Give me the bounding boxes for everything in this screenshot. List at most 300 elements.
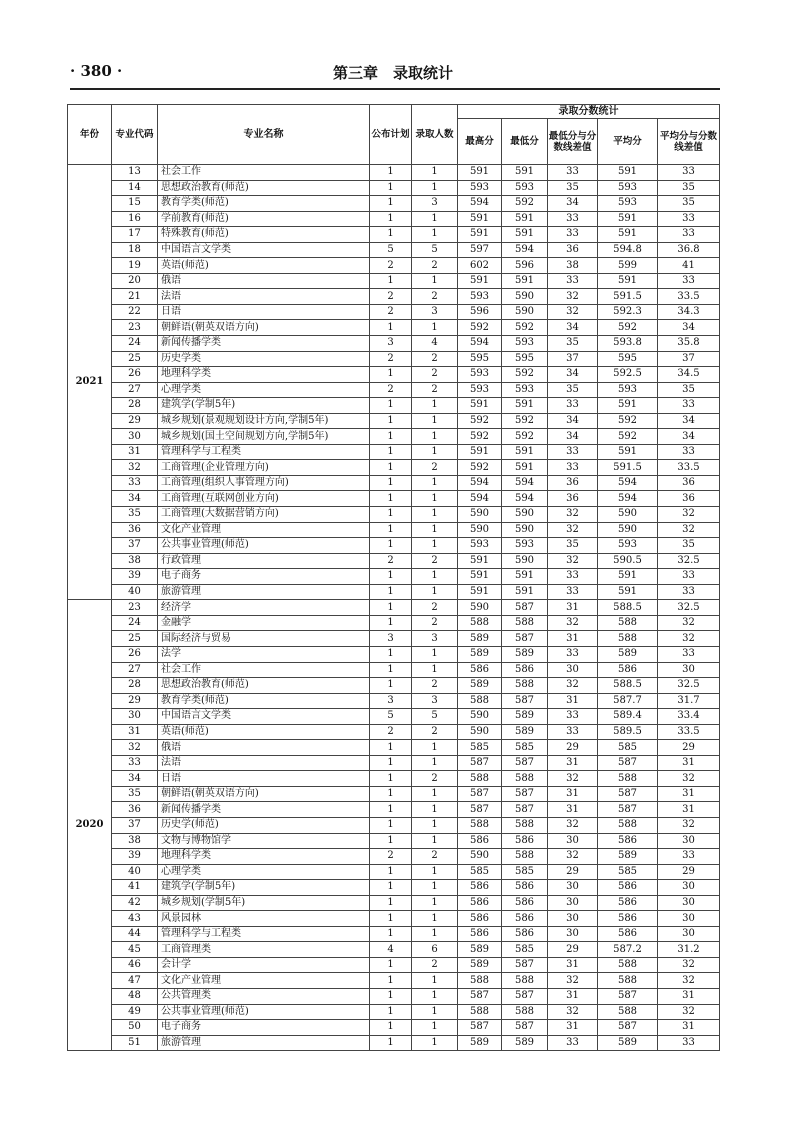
header-avg-diff: 平均分与分数线差值 <box>658 119 720 165</box>
table-row <box>68 600 720 616</box>
code-cell: 51 <box>112 1035 158 1051</box>
max-cell: 593 <box>458 382 502 398</box>
avg-cell: 588 <box>598 817 658 833</box>
name-cell: 风景园林 <box>158 911 370 927</box>
min-cell: 590 <box>502 304 548 320</box>
avg-diff-cell: 33.5 <box>658 460 720 476</box>
admitted-cell: 1 <box>412 911 458 927</box>
min-cell: 589 <box>502 709 548 725</box>
avg-diff-cell: 29 <box>658 740 720 756</box>
admitted-cell: 2 <box>412 724 458 740</box>
avg-diff-cell: 36 <box>658 491 720 507</box>
max-cell: 586 <box>458 926 502 942</box>
max-cell: 595 <box>458 351 502 367</box>
code-cell: 45 <box>112 942 158 958</box>
code-cell: 29 <box>112 693 158 709</box>
avg-diff-cell: 35 <box>658 382 720 398</box>
code-cell: 30 <box>112 709 158 725</box>
code-cell: 31 <box>112 724 158 740</box>
min-cell: 586 <box>502 911 548 927</box>
admitted-cell: 1 <box>412 1020 458 1036</box>
max-cell: 594 <box>458 196 502 212</box>
plan-cell: 3 <box>370 693 412 709</box>
min-diff-cell: 32 <box>548 507 598 523</box>
avg-cell: 599 <box>598 258 658 274</box>
code-cell: 25 <box>112 351 158 367</box>
min-diff-cell: 34 <box>548 429 598 445</box>
name-cell: 地理科学类 <box>158 367 370 383</box>
min-diff-cell: 33 <box>548 227 598 243</box>
min-cell: 585 <box>502 942 548 958</box>
avg-cell: 588 <box>598 1004 658 1020</box>
plan-cell: 2 <box>370 258 412 274</box>
plan-cell: 1 <box>370 444 412 460</box>
table-row <box>68 475 720 491</box>
avg-cell: 592.3 <box>598 304 658 320</box>
min-cell: 589 <box>502 1035 548 1051</box>
code-cell: 33 <box>112 475 158 491</box>
max-cell: 585 <box>458 864 502 880</box>
avg-cell: 588 <box>598 631 658 647</box>
table-row <box>68 942 720 958</box>
avg-diff-cell: 33 <box>658 646 720 662</box>
name-cell: 工商管理(组织人事管理方向) <box>158 475 370 491</box>
min-diff-cell: 31 <box>548 957 598 973</box>
table-row <box>68 242 720 258</box>
plan-cell: 1 <box>370 273 412 289</box>
name-cell: 中国语言文学类 <box>158 709 370 725</box>
min-diff-cell: 33 <box>548 273 598 289</box>
admitted-cell: 1 <box>412 491 458 507</box>
table-row <box>68 880 720 896</box>
min-diff-cell: 34 <box>548 196 598 212</box>
admitted-cell: 6 <box>412 942 458 958</box>
name-cell: 历史学(师范) <box>158 817 370 833</box>
name-cell: 日语 <box>158 304 370 320</box>
max-cell: 591 <box>458 165 502 181</box>
table-row <box>68 196 720 212</box>
admitted-cell: 1 <box>412 320 458 336</box>
plan-cell: 1 <box>370 413 412 429</box>
code-cell: 13 <box>112 165 158 181</box>
name-cell: 公共管理类 <box>158 988 370 1004</box>
name-cell: 中国语言文学类 <box>158 242 370 258</box>
avg-diff-cell: 29 <box>658 864 720 880</box>
plan-cell: 1 <box>370 538 412 554</box>
avg-cell: 594 <box>598 491 658 507</box>
code-cell: 36 <box>112 802 158 818</box>
max-cell: 590 <box>458 507 502 523</box>
avg-cell: 587.7 <box>598 693 658 709</box>
table-row <box>68 289 720 305</box>
min-diff-cell: 30 <box>548 926 598 942</box>
min-cell: 587 <box>502 631 548 647</box>
code-cell: 16 <box>112 211 158 227</box>
avg-diff-cell: 32 <box>658 1004 720 1020</box>
code-cell: 46 <box>112 957 158 973</box>
avg-diff-cell: 32.5 <box>658 600 720 616</box>
plan-cell: 1 <box>370 973 412 989</box>
min-diff-cell: 32 <box>548 615 598 631</box>
avg-cell: 593 <box>598 538 658 554</box>
name-cell: 国际经济与贸易 <box>158 631 370 647</box>
admitted-cell: 1 <box>412 211 458 227</box>
admitted-cell: 1 <box>412 522 458 538</box>
name-cell: 工商管理(互联网创业方向) <box>158 491 370 507</box>
avg-diff-cell: 33 <box>658 1035 720 1051</box>
avg-cell: 592 <box>598 413 658 429</box>
table-row <box>68 367 720 383</box>
name-cell: 法学 <box>158 646 370 662</box>
plan-cell: 1 <box>370 662 412 678</box>
name-cell: 教育学类(师范) <box>158 196 370 212</box>
plan-cell: 1 <box>370 180 412 196</box>
min-cell: 587 <box>502 693 548 709</box>
code-cell: 34 <box>112 491 158 507</box>
table-row <box>68 304 720 320</box>
min-diff-cell: 32 <box>548 289 598 305</box>
plan-cell: 1 <box>370 864 412 880</box>
admitted-cell: 1 <box>412 1004 458 1020</box>
min-cell: 591 <box>502 460 548 476</box>
avg-diff-cell: 37 <box>658 351 720 367</box>
table-row <box>68 678 720 694</box>
name-cell: 旅游管理 <box>158 1035 370 1051</box>
max-cell: 593 <box>458 367 502 383</box>
max-cell: 589 <box>458 631 502 647</box>
table-row <box>68 1004 720 1020</box>
avg-diff-cell: 30 <box>658 833 720 849</box>
avg-diff-cell: 30 <box>658 662 720 678</box>
name-cell: 会计学 <box>158 957 370 973</box>
admitted-cell: 1 <box>412 926 458 942</box>
avg-diff-cell: 31.7 <box>658 693 720 709</box>
admitted-cell: 2 <box>412 351 458 367</box>
plan-cell: 1 <box>370 227 412 243</box>
code-cell: 27 <box>112 662 158 678</box>
name-cell: 城乡规划(国土空间规划方向,学制5年) <box>158 429 370 445</box>
admitted-cell: 3 <box>412 693 458 709</box>
avg-diff-cell: 32 <box>658 817 720 833</box>
code-cell: 15 <box>112 196 158 212</box>
avg-diff-cell: 36.8 <box>658 242 720 258</box>
max-cell: 589 <box>458 678 502 694</box>
table-row <box>68 444 720 460</box>
avg-cell: 586 <box>598 895 658 911</box>
avg-diff-cell: 31.2 <box>658 942 720 958</box>
avg-cell: 589 <box>598 1035 658 1051</box>
avg-diff-cell: 36 <box>658 475 720 491</box>
plan-cell: 1 <box>370 165 412 181</box>
avg-cell: 589 <box>598 646 658 662</box>
avg-diff-cell: 33 <box>658 273 720 289</box>
min-cell: 588 <box>502 849 548 865</box>
table-row <box>68 615 720 631</box>
avg-cell: 585 <box>598 864 658 880</box>
min-cell: 591 <box>502 444 548 460</box>
max-cell: 592 <box>458 460 502 476</box>
code-cell: 40 <box>112 584 158 600</box>
max-cell: 587 <box>458 988 502 1004</box>
avg-diff-cell: 30 <box>658 926 720 942</box>
plan-cell: 2 <box>370 849 412 865</box>
min-cell: 589 <box>502 646 548 662</box>
table-row <box>68 786 720 802</box>
plan-cell: 2 <box>370 553 412 569</box>
max-cell: 588 <box>458 693 502 709</box>
avg-diff-cell: 33.5 <box>658 289 720 305</box>
admitted-cell: 2 <box>412 678 458 694</box>
max-cell: 591 <box>458 398 502 414</box>
header-max: 最高分 <box>458 119 502 165</box>
min-cell: 587 <box>502 755 548 771</box>
table-row <box>68 180 720 196</box>
plan-cell: 1 <box>370 926 412 942</box>
header-year: 年份 <box>68 105 112 165</box>
min-diff-cell: 29 <box>548 740 598 756</box>
plan-cell: 3 <box>370 631 412 647</box>
min-diff-cell: 29 <box>548 942 598 958</box>
table-row <box>68 1035 720 1051</box>
header-plan: 公布计划 <box>370 105 412 165</box>
min-cell: 588 <box>502 1004 548 1020</box>
avg-cell: 587 <box>598 988 658 1004</box>
plan-cell: 1 <box>370 615 412 631</box>
avg-cell: 591 <box>598 584 658 600</box>
max-cell: 586 <box>458 895 502 911</box>
name-cell: 思想政治教育(师范) <box>158 678 370 694</box>
code-cell: 23 <box>112 320 158 336</box>
min-cell: 587 <box>502 786 548 802</box>
table-row <box>68 957 720 973</box>
min-diff-cell: 30 <box>548 662 598 678</box>
min-cell: 590 <box>502 507 548 523</box>
min-diff-cell: 30 <box>548 880 598 896</box>
table-row <box>68 553 720 569</box>
plan-cell: 2 <box>370 304 412 320</box>
max-cell: 591 <box>458 569 502 585</box>
code-cell: 39 <box>112 569 158 585</box>
avg-diff-cell: 32 <box>658 957 720 973</box>
name-cell: 地理科学类 <box>158 849 370 865</box>
max-cell: 590 <box>458 849 502 865</box>
table-row <box>68 833 720 849</box>
admitted-cell: 1 <box>412 646 458 662</box>
name-cell: 管理科学与工程类 <box>158 444 370 460</box>
max-cell: 590 <box>458 709 502 725</box>
name-cell: 电子商务 <box>158 1020 370 1036</box>
plan-cell: 1 <box>370 678 412 694</box>
admitted-cell: 1 <box>412 180 458 196</box>
avg-cell: 593 <box>598 382 658 398</box>
avg-cell: 591 <box>598 165 658 181</box>
admitted-cell: 2 <box>412 771 458 787</box>
table-row <box>68 413 720 429</box>
max-cell: 591 <box>458 553 502 569</box>
max-cell: 588 <box>458 615 502 631</box>
name-cell: 旅游管理 <box>158 584 370 600</box>
max-cell: 588 <box>458 771 502 787</box>
table-row <box>68 258 720 274</box>
table-row <box>68 973 720 989</box>
admitted-cell: 5 <box>412 242 458 258</box>
min-diff-cell: 35 <box>548 382 598 398</box>
plan-cell: 1 <box>370 755 412 771</box>
code-cell: 21 <box>112 289 158 305</box>
code-cell: 28 <box>112 678 158 694</box>
max-cell: 588 <box>458 817 502 833</box>
table-row <box>68 584 720 600</box>
table-row <box>68 491 720 507</box>
code-cell: 24 <box>112 336 158 352</box>
name-cell: 朝鲜语(朝英双语方向) <box>158 320 370 336</box>
table-row <box>68 569 720 585</box>
name-cell: 俄语 <box>158 740 370 756</box>
min-cell: 591 <box>502 398 548 414</box>
name-cell: 法语 <box>158 755 370 771</box>
avg-diff-cell: 30 <box>658 880 720 896</box>
name-cell: 建筑学(学制5年) <box>158 398 370 414</box>
min-cell: 588 <box>502 678 548 694</box>
avg-diff-cell: 33 <box>658 398 720 414</box>
header-code: 专业代码 <box>112 105 158 165</box>
code-cell: 37 <box>112 817 158 833</box>
avg-cell: 587 <box>598 1020 658 1036</box>
min-diff-cell: 31 <box>548 802 598 818</box>
max-cell: 594 <box>458 336 502 352</box>
avg-cell: 589.5 <box>598 724 658 740</box>
min-cell: 588 <box>502 771 548 787</box>
code-cell: 39 <box>112 849 158 865</box>
code-cell: 19 <box>112 258 158 274</box>
code-cell: 41 <box>112 880 158 896</box>
name-cell: 经济学 <box>158 600 370 616</box>
table-row <box>68 864 720 880</box>
avg-diff-cell: 34 <box>658 413 720 429</box>
min-cell: 586 <box>502 880 548 896</box>
plan-cell: 1 <box>370 196 412 212</box>
avg-cell: 591 <box>598 569 658 585</box>
min-cell: 591 <box>502 165 548 181</box>
code-cell: 33 <box>112 755 158 771</box>
code-cell: 32 <box>112 460 158 476</box>
admitted-cell: 1 <box>412 1035 458 1051</box>
min-cell: 588 <box>502 817 548 833</box>
max-cell: 587 <box>458 802 502 818</box>
max-cell: 597 <box>458 242 502 258</box>
code-cell: 40 <box>112 864 158 880</box>
max-cell: 591 <box>458 273 502 289</box>
name-cell: 文化产业管理 <box>158 522 370 538</box>
header-admitted: 录取人数 <box>412 105 458 165</box>
name-cell: 工商管理(企业管理方向) <box>158 460 370 476</box>
code-cell: 23 <box>112 600 158 616</box>
min-cell: 594 <box>502 475 548 491</box>
table-row <box>68 802 720 818</box>
avg-cell: 592.5 <box>598 367 658 383</box>
table-row <box>68 211 720 227</box>
min-cell: 586 <box>502 662 548 678</box>
plan-cell: 1 <box>370 320 412 336</box>
min-diff-cell: 29 <box>548 864 598 880</box>
code-cell: 17 <box>112 227 158 243</box>
max-cell: 588 <box>458 1004 502 1020</box>
min-diff-cell: 32 <box>548 522 598 538</box>
admitted-cell: 2 <box>412 553 458 569</box>
min-cell: 593 <box>502 382 548 398</box>
min-diff-cell: 35 <box>548 336 598 352</box>
min-cell: 587 <box>502 1020 548 1036</box>
name-cell: 新闻传播学类 <box>158 802 370 818</box>
avg-cell: 591 <box>598 273 658 289</box>
admitted-cell: 2 <box>412 460 458 476</box>
min-diff-cell: 33 <box>548 444 598 460</box>
code-cell: 49 <box>112 1004 158 1020</box>
name-cell: 新闻传播学类 <box>158 336 370 352</box>
avg-cell: 593 <box>598 196 658 212</box>
header-min-diff: 最低分与分数线差值 <box>548 119 598 165</box>
name-cell: 英语(师范) <box>158 258 370 274</box>
max-cell: 589 <box>458 942 502 958</box>
min-diff-cell: 38 <box>548 258 598 274</box>
avg-cell: 593.8 <box>598 336 658 352</box>
avg-cell: 587.2 <box>598 942 658 958</box>
min-cell: 592 <box>502 429 548 445</box>
plan-cell: 1 <box>370 988 412 1004</box>
avg-cell: 587 <box>598 755 658 771</box>
plan-cell: 5 <box>370 709 412 725</box>
max-cell: 587 <box>458 786 502 802</box>
table-row <box>68 336 720 352</box>
max-cell: 589 <box>458 646 502 662</box>
min-diff-cell: 32 <box>548 678 598 694</box>
code-cell: 26 <box>112 367 158 383</box>
admitted-cell: 2 <box>412 367 458 383</box>
code-cell: 38 <box>112 833 158 849</box>
min-cell: 591 <box>502 584 548 600</box>
name-cell: 社会工作 <box>158 662 370 678</box>
plan-cell: 1 <box>370 1020 412 1036</box>
min-diff-cell: 35 <box>548 180 598 196</box>
avg-diff-cell: 31 <box>658 1020 720 1036</box>
avg-diff-cell: 34.5 <box>658 367 720 383</box>
name-cell: 公共事业管理(师范) <box>158 1004 370 1020</box>
table-row <box>68 1020 720 1036</box>
avg-diff-cell: 32 <box>658 631 720 647</box>
code-cell: 29 <box>112 413 158 429</box>
table-row <box>68 538 720 554</box>
avg-diff-cell: 33 <box>658 211 720 227</box>
plan-cell: 1 <box>370 491 412 507</box>
code-cell: 26 <box>112 646 158 662</box>
max-cell: 591 <box>458 227 502 243</box>
min-cell: 592 <box>502 320 548 336</box>
min-diff-cell: 31 <box>548 755 598 771</box>
table-row <box>68 507 720 523</box>
plan-cell: 1 <box>370 957 412 973</box>
avg-diff-cell: 34 <box>658 429 720 445</box>
avg-cell: 592 <box>598 429 658 445</box>
admitted-cell: 1 <box>412 273 458 289</box>
max-cell: 593 <box>458 180 502 196</box>
min-cell: 591 <box>502 211 548 227</box>
min-cell: 587 <box>502 600 548 616</box>
avg-cell: 594 <box>598 475 658 491</box>
avg-cell: 588 <box>598 973 658 989</box>
plan-cell: 1 <box>370 584 412 600</box>
avg-cell: 594.8 <box>598 242 658 258</box>
max-cell: 594 <box>458 475 502 491</box>
